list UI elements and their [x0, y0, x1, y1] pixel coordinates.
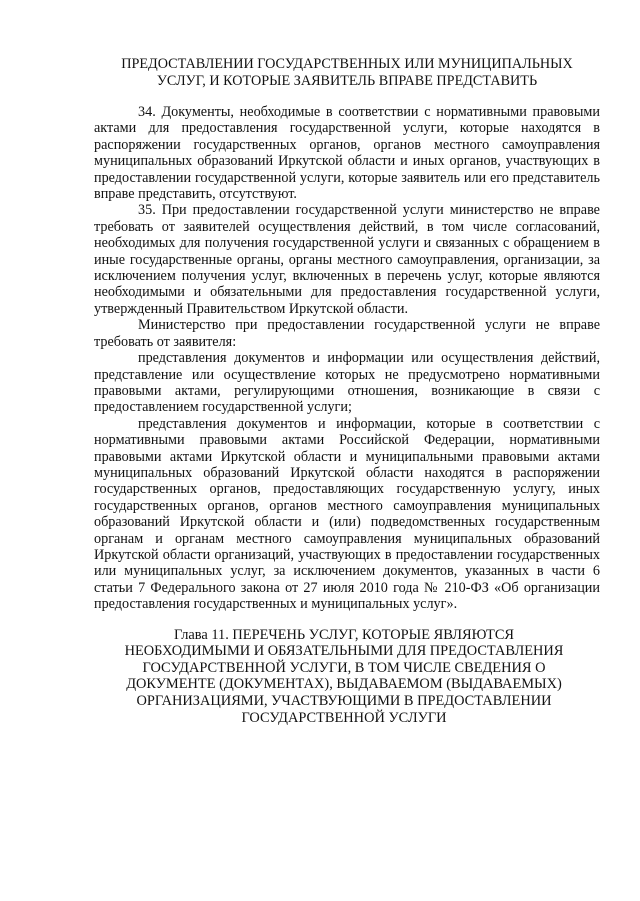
paragraph-35: 35. При предоставлении государственной услуги министерство не вправе требовать от заявителей осуществления действий, в том числе согласований, необходимых для получения государственной услуги и связанных с обращением в иные государственные органы, органы местного самоуправления, организации, за исключением получения услуг, включенных в перечень услуг, которые являются необходимыми и обязательными для предоставления государственной услуги, утвержденный Правительством Иркутской области.	[94, 202, 600, 317]
section-heading	[84, 56, 610, 90]
chapter-heading-line: ОРГАНИЗАЦИЯМИ, УЧАСТВУЮЩИМИ В ПРЕДОСТАВЛЕНИИ	[136, 692, 552, 709]
paragraph-restriction-1: представления документов и информации или осуществления действий, представление или осуществление которых не предусмотрено нормативными правовыми актами, регулирующими отношения, возникающие в связи с предоставлением государственной услуги;	[94, 350, 600, 416]
chapter-heading-line: ГОСУДАРСТВЕННОЙ УСЛУГИ	[241, 709, 447, 726]
chapter-heading-line: ГОСУДАРСТВЕННОЙ УСЛУГИ, В ТОМ ЧИСЛЕ СВЕДЕНИЯ О	[142, 659, 546, 676]
chapter-heading-line: НЕОБХОДИМЫМИ И ОБЯЗАТЕЛЬНЫМИ ДЛЯ ПРЕДОСТАВЛЕНИЯ	[124, 643, 564, 660]
chapter-11-heading	[64, 627, 624, 727]
heading-line: ПРЕДОСТАВЛЕНИИ ГОСУДАРСТВЕННЫХ ИЛИ МУНИЦИПАЛЬНЫХ	[121, 56, 573, 72]
paragraph-restriction-2: представления документов и информации, которые в соответствии с нормативными правовыми актами Российской Федерации, нормативными правовыми актами Иркутской области и муниципальными правовыми актами муниципальных образований Иркутской области находятся в распоряжении государственных органов, предоставляющих государственную услугу, иных государственных органов, органов местного самоуправления муниципальных образований Иркутской области и (или) подведомственных государственным органам и органам местного самоуправления муниципальных образований Иркутской области организаций, участвующих в предоставлении государственных или муниципальных услуг, за исключением документов, указанных в части 6 статьи 7 Федерального закона от 27 июля 2010 года № 210-ФЗ «Об организации предоставления государственных и муниципальных услуг».	[94, 415, 600, 613]
chapter-heading-line: Глава 11. ПЕРЕЧЕНЬ УСЛУГ, КОТОРЫЕ ЯВЛЯЮТСЯ	[173, 626, 515, 643]
paragraph-34: 34. Документы, необходимые в соответствии с нормативными правовыми актами для предоставления государственной услуги, которые находятся в распоряжении государственных органов, органов местного самоуправления муниципальных образований Иркутской области и иных органов, участвующих в предоставлении государственной услуги, которые заявитель или его представитель вправе представить, отсутствуют.	[94, 104, 600, 203]
heading-line: УСЛУГ, И КОТОРЫЕ ЗАЯВИТЕЛЬ ВПРАВЕ ПРЕДСТАВИТЬ	[156, 73, 538, 89]
chapter-heading-line: ДОКУМЕНТЕ (ДОКУМЕНТАХ), ВЫДАВАЕМОМ (ВЫДАВАЕМЫХ)	[126, 676, 562, 693]
paragraph-ministry-restrictions: Министерство при предоставлении государственной услуги не вправе требовать от заявителя:	[94, 317, 600, 350]
